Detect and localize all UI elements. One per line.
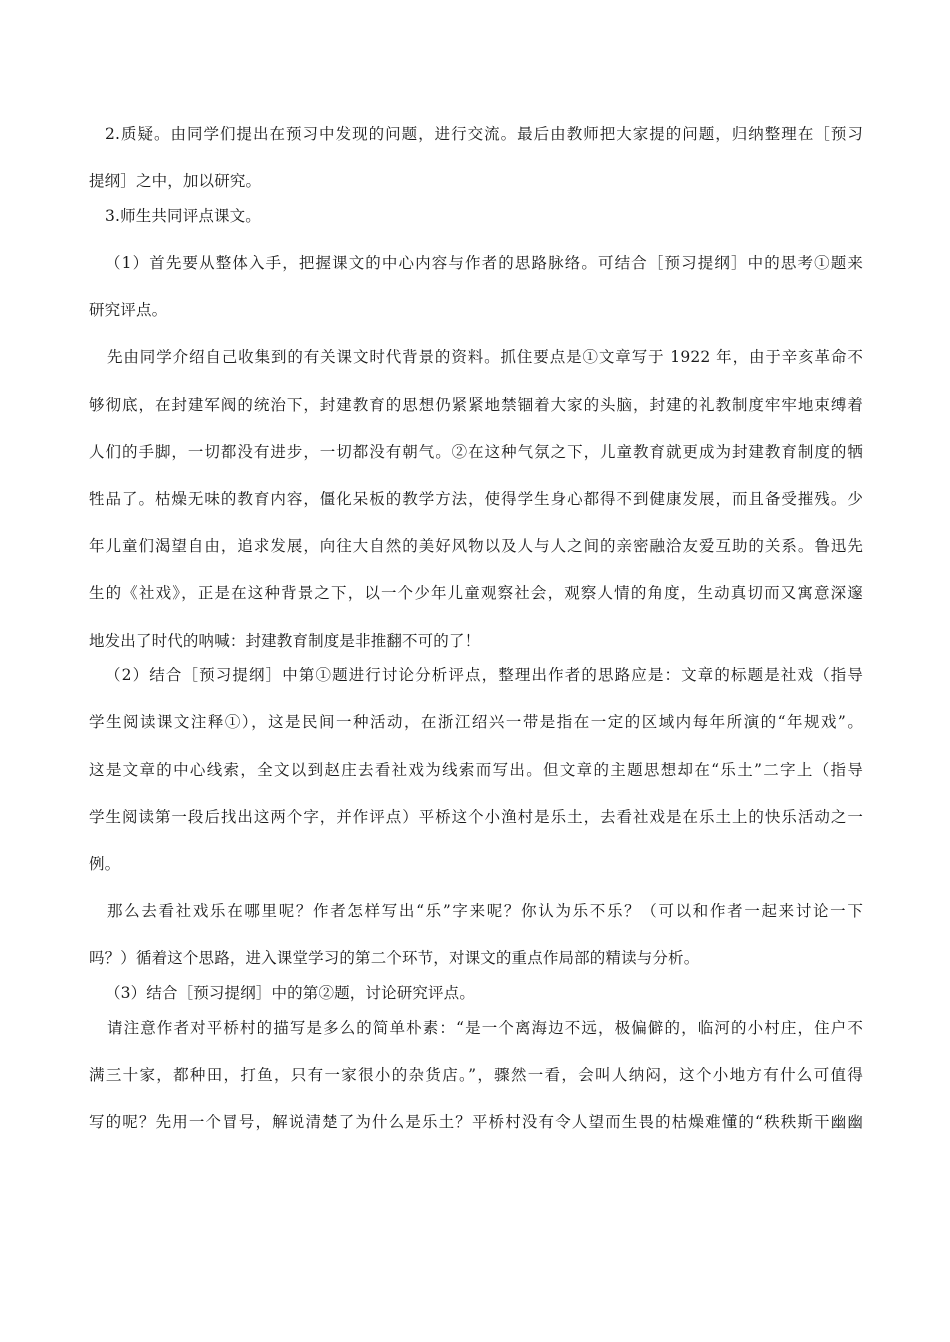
paragraph-line: （1）首先要从整体入手，把握课文的中心内容与作者的思路脉络。可结合［预习提纲］中的思考①题来: [105, 254, 863, 273]
paragraph-line: 研究评点。: [89, 301, 168, 320]
paragraph-line: 满三十家，都种田，打鱼，只有一家很小的杂货店。”，骤然一看，会叫人纳闷，这个小地方有什么可值得: [89, 1065, 863, 1084]
paragraph-line: （2）结合［预习提纲］中第①题进行讨论分析评点，整理出作者的思路应是：文章的标题是社戏（指导: [105, 666, 863, 685]
paragraph-line: 写的呢？先用一个冒号，解说清楚了为什么是乐土？平桥村没有令人望而生畏的枯燥难懂的“秩秩斯干幽幽: [89, 1113, 863, 1132]
paragraph-line: 那么去看社戏乐在哪里呢？作者怎样写出“乐”字来呢？你认为乐不乐？（可以和作者一起来讨论一下: [107, 902, 863, 921]
paragraph-line: 地发出了时代的呐喊：封建教育制度是非推翻不可的了！: [89, 631, 481, 650]
paragraph-line: （3）结合［预习提纲］中的第②题，讨论研究评点。: [105, 984, 475, 1003]
paragraph-line: 这是文章的中心线索，全文以到赵庄去看社戏为线索而写出。但文章的主题思想却在“乐土”二字上（指导: [89, 760, 863, 779]
paragraph-line: 生的《社戏》，正是在这种背景之下，以一个少年儿童观察社会，观察人情的角度，生动真切而又寓意深邃: [89, 584, 863, 603]
paragraph-line: 2.质疑。由同学们提出在预习中发现的问题，进行交流。最后由教师把大家提的问题，归纳整理在［预习: [105, 125, 863, 143]
paragraph-line: 年儿童们渴望自由，追求发展，向往大自然的美好风物以及人与人之间的亲密融洽友爱互助的关系。鲁迅先: [89, 537, 863, 556]
paragraph-line: 学生阅读课文注释①），这是民间一种活动，在浙江绍兴一带是指在一定的区域内每年所演的“年规戏”。: [89, 713, 863, 732]
paragraph-line: 学生阅读第一段后找出这两个字，并作评点）平桥这个小渔村是乐土，去看社戏是在乐土上的快乐活动之一: [89, 807, 863, 826]
paragraph-line: 先由同学介绍自己收集到的有关课文时代背景的资料。抓住要点是①文章写于 1922 年，由于辛亥革命不: [107, 348, 863, 367]
paragraph-line: 3.师生共同评点课文。: [105, 206, 261, 225]
paragraph-line: 吗？）循着这个思路，进入课堂学习的第二个环节，对课文的重点作局部的精读与分析。: [89, 949, 700, 968]
paragraph-line: 提纲］之中，加以研究。: [89, 172, 262, 191]
paragraph-line: 牲品了。枯燥无味的教育内容，僵化呆板的教学方法，使得学生身心都得不到健康发展，而且备受摧残。少: [89, 490, 863, 508]
paragraph-line: 够彻底，在封建军阀的统治下，封建教育的思想仍紧紧地禁锢着大家的头脑，封建的礼教制度牢牢地束缚着: [89, 395, 863, 414]
paragraph-line: 人们的手脚，一切都没有进步，一切都没有朝气。②在这种气氛之下，儿童教育就更成为封建教育制度的牺: [89, 442, 863, 461]
document-body: [89, 117, 863, 1140]
paragraph-line: 例。: [89, 855, 121, 873]
paragraph-line: 请注意作者对平桥村的描写是多么的简单朴素：“是一个离海边不远，极偏僻的，临河的小村庄，住户不: [107, 1018, 863, 1037]
